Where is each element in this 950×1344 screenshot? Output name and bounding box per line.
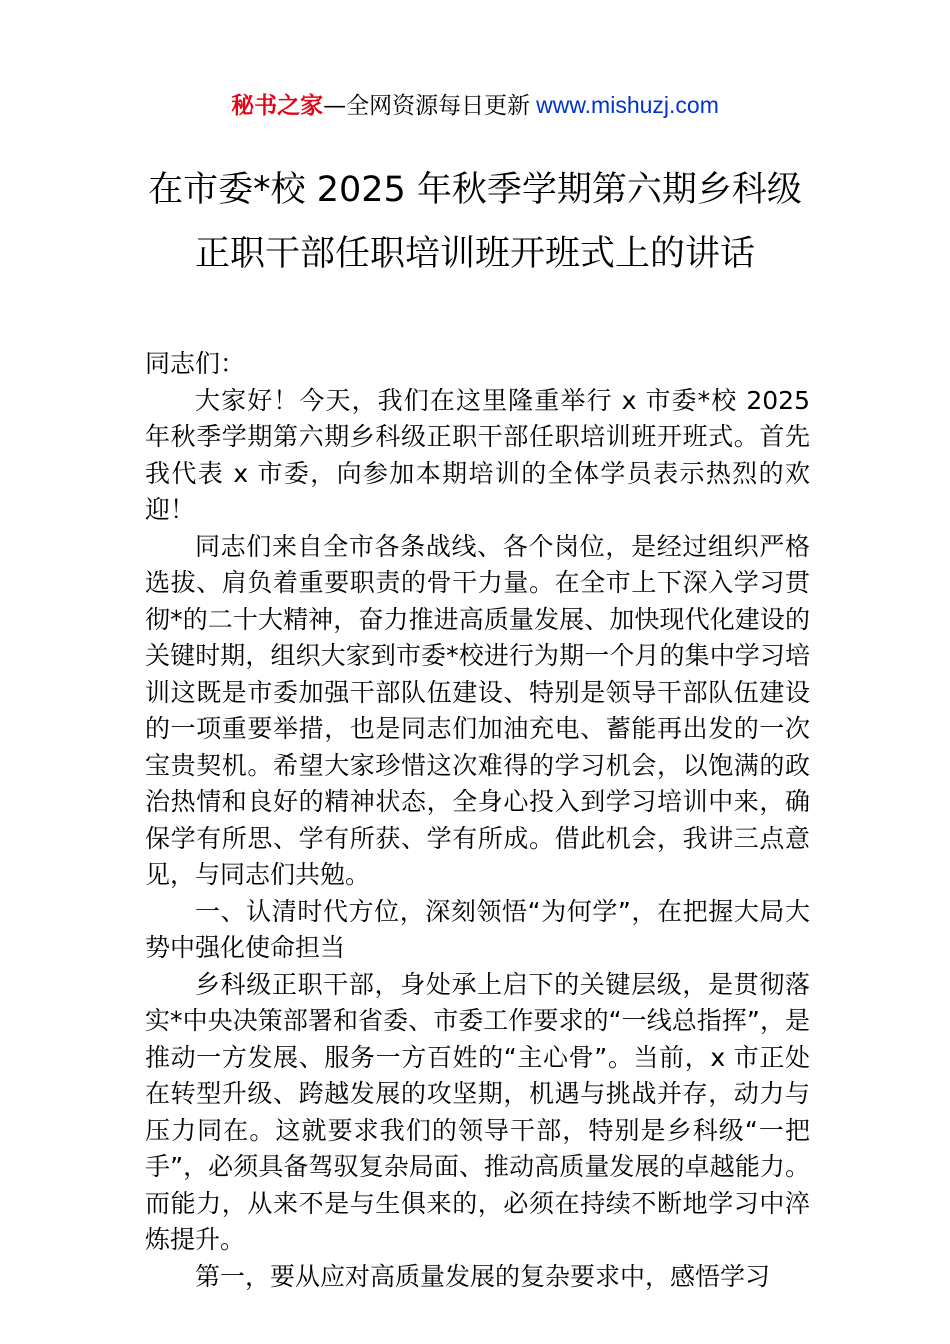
title-line-2: 正职干部任职培训班开班式上的讲话 xyxy=(194,234,755,274)
paragraph-background: 同志们来自全市各条战线、各个岗位，是经过组织严格选拔、肩负着重要职责的骨干力量。在全市上下深入学习贯彻*的二十大精神，奋力推进高质量发展、加快现代化建设的关键时期，组织大家到市委*校进行为期一个月的集中学习培训这既是市委加强干部队伍建设、特别是领导干部队伍建设的一项重要举措，也是同志们加油充电、蓄能再出发的一次宝贵契机。希望大家珍惜这次难得的学习机会，以饱满的政治热情和良好的精神状态，全身心投入到学习培训中来，确保学有所思、学有所获、学有所成。借此机会，我讲三点意见，与同志们共勉。 xyxy=(145,531,810,889)
paragraph-greeting: 大家好！今天，我们在这里隆重举行 x 市委*校 2025 年秋季学期第六期乡科级正职干部任职培训班开班式。首先我代表 x 市委，向参加本期培训的全体学员表示热烈的欢迎！ xyxy=(145,385,810,524)
document-title xyxy=(0,158,950,286)
salutation: 同志们： xyxy=(145,349,246,378)
paragraph-section-1: 乡科级正职干部，身处承上启下的关键层级，是贯彻落实*中央决策部署和省委、市委工作要求的“一线总指挥”，是推动一方发展、服务一方百姓的“主心骨”。当前，x 市正处在转型升级、跨越发展的攻坚期，机遇与挑战并存，动力与压力同在。这就要求我们的领导干部，特别是乡科级“一把手”，必须具备驾驭复杂局面、推动高质量发展的卓越能力。而能力，从来不是与生俱来的，必须在持续不断地学习中淬炼提升。 xyxy=(145,969,810,1254)
section-heading-1: 一、认清时代方位，深刻领悟“为何学”，在把握大局大势中强化使命担当 xyxy=(145,896,810,962)
header-tagline: —全网资源每日更新 xyxy=(323,93,531,119)
site-header xyxy=(0,88,950,123)
brand-name: 秘书之家 xyxy=(231,93,324,119)
title-line-1: 在市委*校 2025 年秋季学期第六期乡科级 xyxy=(148,170,802,210)
paragraph-point-1: 第一，要从应对高质量发展的复杂要求中，感悟学习 xyxy=(195,1261,771,1291)
document-body xyxy=(145,346,810,1295)
site-url-link[interactable]: www.mishuzj.com xyxy=(536,92,719,118)
